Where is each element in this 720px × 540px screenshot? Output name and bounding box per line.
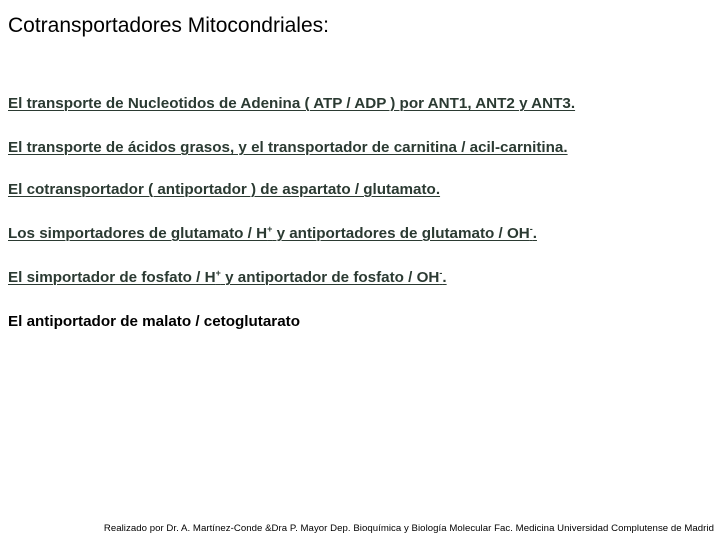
- item-text: El transporte de ácidos grasos, y el transportador de carnitina / acil-carnitina.: [8, 139, 568, 156]
- slide-title: Cotransportadores Mitocondriales:: [8, 14, 329, 37]
- superscript-minus: -: [529, 224, 533, 234]
- item-text-part-b: y antiportadores de glutamato / OH: [272, 225, 530, 242]
- item-text-part-a: El simportador de fosfato / H: [8, 269, 216, 286]
- item-text-part-c: .: [442, 269, 447, 286]
- item-text: El antiportador de malato / cetoglutarato: [8, 313, 300, 330]
- link-adenine-nucleotide-transport[interactable]: [8, 95, 575, 112]
- item-text-part-b: y antiportador de fosfato / OH: [220, 269, 440, 286]
- item-text: El cotransportador ( antiportador ) de aspartato / glutamato.: [8, 181, 441, 198]
- item-text-part-a: Los simportadores de glutamato / H: [8, 225, 268, 242]
- link-phosphate-symporter[interactable]: [8, 269, 447, 286]
- item-text: El transporte de Nucleotidos de Adenina ( ATP / ADP ) por ANT1, ANT2 y ANT3.: [8, 95, 576, 112]
- malate-ketoglutarate-antiporter-text: [8, 313, 300, 330]
- item-text-part-c: .: [532, 225, 537, 242]
- superscript-plus: +: [267, 224, 273, 234]
- credits-footer: Realizado por Dr. A. Martínez-Conde &Dra P. Mayor Dep. Bioquímica y Biología Molecular Fac. Medicina Universidad Complutense de Madrid: [103, 523, 714, 534]
- link-glutamate-symporters[interactable]: [8, 225, 537, 242]
- superscript-minus: -: [439, 268, 443, 278]
- superscript-plus: +: [215, 268, 221, 278]
- link-aspartate-glutamate-antiporter[interactable]: [8, 181, 440, 198]
- link-fatty-acid-transport[interactable]: [8, 139, 568, 156]
